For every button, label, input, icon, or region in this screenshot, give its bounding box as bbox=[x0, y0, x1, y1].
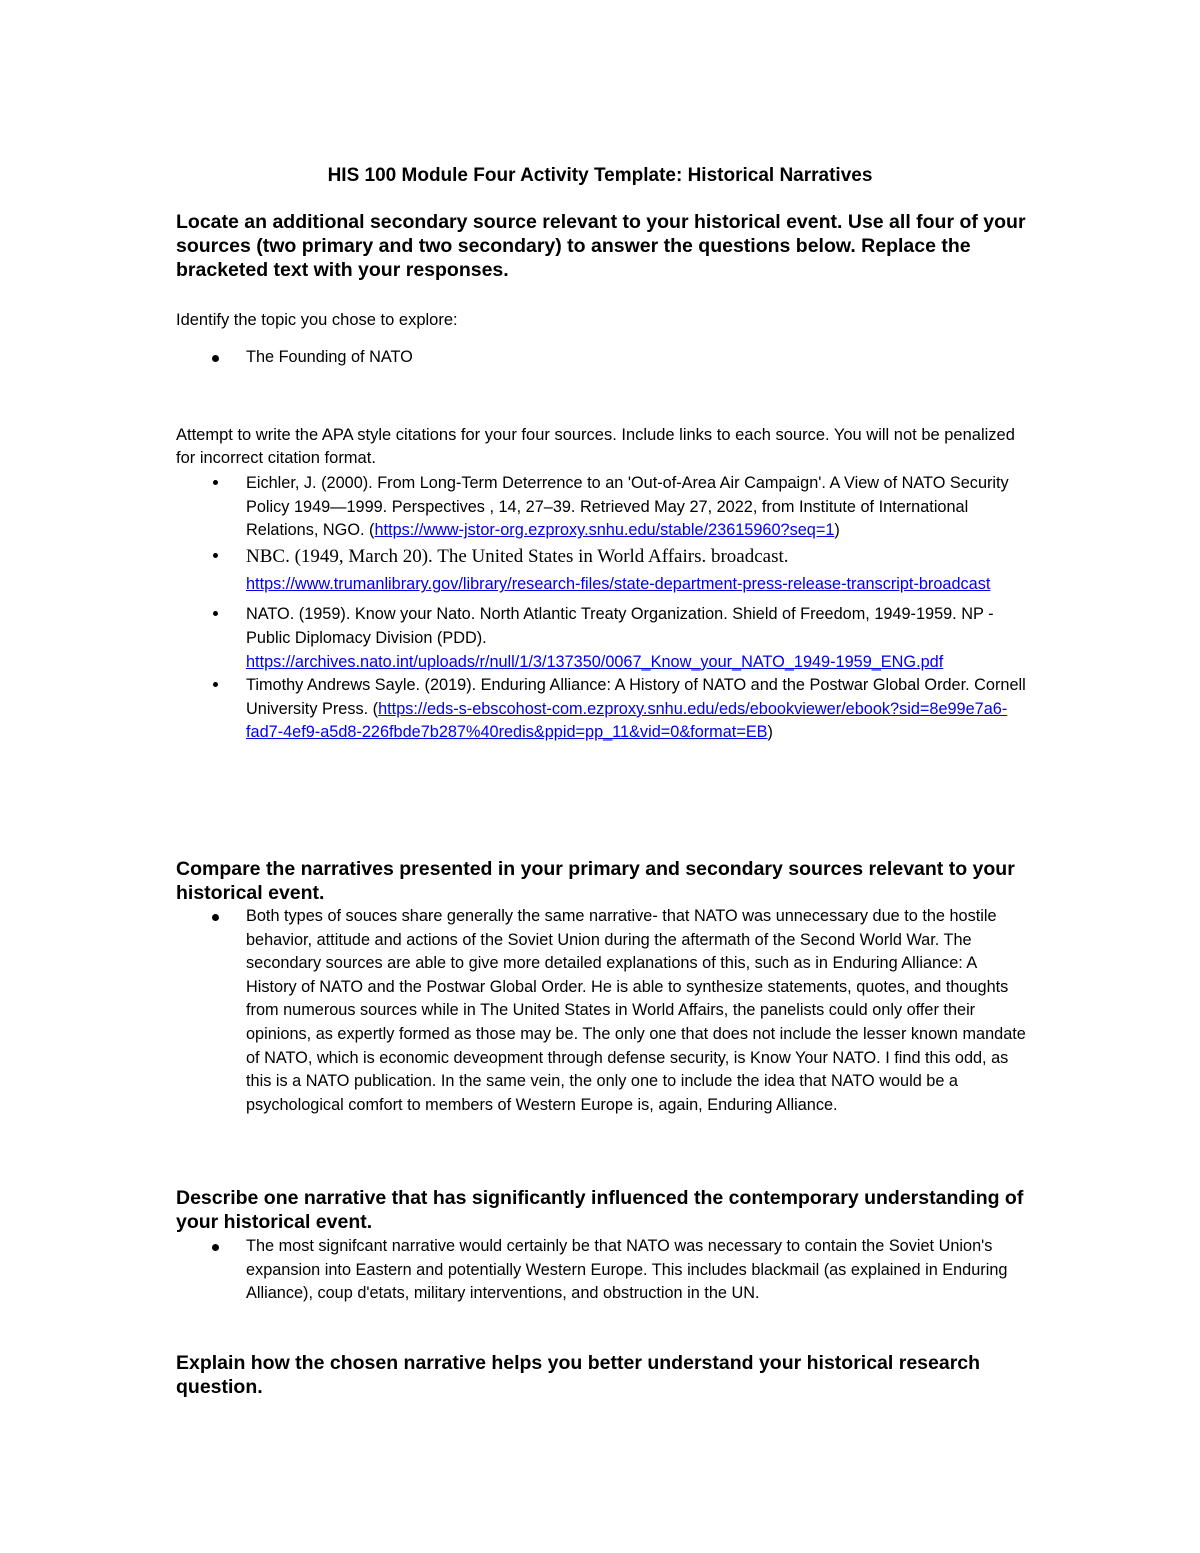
citations-prompt: Attempt to write the APA style citations for your four sources. Include links to each source. You will not be penalized for incorrect citation format. bbox=[176, 426, 1015, 467]
list-item bbox=[176, 905, 1026, 1117]
explain-heading: Explain how the chosen narrative helps you better understand your historical research question. bbox=[176, 1352, 981, 1398]
compare-heading: Compare the narratives presented in your primary and secondary sources relevant to your historical event. bbox=[176, 858, 1015, 904]
citations-list bbox=[176, 472, 1026, 745]
describe-list bbox=[176, 1235, 1026, 1306]
describe-heading: Describe one narrative that has significantly influenced the contemporary understanding of your historical event. bbox=[176, 1187, 1024, 1233]
citation-item-4 bbox=[176, 674, 1026, 745]
topic-answer: The Founding of NATO bbox=[246, 348, 413, 366]
citation-item-2 bbox=[176, 545, 1026, 600]
list-item bbox=[176, 346, 1026, 370]
citation-text: NBC. (1949, March 20). The United States in World Affairs. broadcast. bbox=[246, 545, 789, 567]
topic-prompt: Identify the topic you chose to explore: bbox=[176, 311, 458, 329]
citation-text: Timothy Andrews Sayle. (2019). Enduring Alliance: A History of NATO and the Postwar Global Order. Cornell University Press. ( bbox=[246, 676, 1026, 718]
bullet-icon bbox=[212, 914, 219, 921]
bullet-icon bbox=[213, 611, 218, 616]
citation-suffix: ) bbox=[834, 521, 840, 540]
citation-text: Eichler, J. (2000). From Long-Term Deterrence to an 'Out-of-Area Air Campaign'. A View of NATO Security Policy 1949—1999. Perspectives , 14, 27–39. Retrieved May 27, 2022, from Institute of International Relations, NGO. ( bbox=[246, 474, 1009, 540]
citation-text: NATO. (1959). Know your Nato. North Atlantic Treaty Organization. Shield of Freedom, 1949-1959. NP - Public Diplomacy Division (PDD). bbox=[246, 605, 994, 647]
citation-suffix: ) bbox=[767, 723, 773, 742]
compare-list bbox=[176, 905, 1026, 1117]
bullet-icon bbox=[212, 1244, 219, 1251]
citation-link[interactable]: https://archives.nato.int/uploads/r/null/1/3/137350/0067_Know_your_NATO_1949-1959_ENG.pdf bbox=[246, 652, 944, 671]
citation-link[interactable]: https://eds-s-ebscohost-com.ezproxy.snhu.edu/eds/ebookviewer/ebook?sid=8e99e7a6-fad7-4ef9-a5d8-226fbde7b287%40redis&ppid=pp_11&vid=0&format=EB bbox=[246, 699, 1008, 742]
document-title: HIS 100 Module Four Activity Template: Historical Narratives bbox=[327, 165, 873, 186]
bullet-icon bbox=[213, 682, 218, 687]
bullet-icon bbox=[213, 480, 218, 485]
bullet-icon bbox=[212, 355, 219, 362]
citation-item-3 bbox=[176, 603, 1026, 674]
instructions-heading: Locate an additional secondary source relevant to your historical event. Use all four of your sources (two primary and two secondary) to answer the questions below. Replace the bracketed text with your responses. bbox=[176, 211, 1026, 281]
list-item bbox=[176, 1235, 1026, 1306]
compare-answer: Both types of souces share generally the same narrative- that NATO was unnecessary due to the hostile behavior, attitude and actions of the Soviet Union during the aftermath of the Second World War. The secondary sources are able to give more detailed explanations of this, such as in Enduring Alliance: A History of NATO and the Postwar Global Order. He is able to synthesize statements, quotes, and thoughts from numerous sources while in The United States in World Affairs, the panelists could only offer their opinions, as expertly formed as those may be. The only one that does not include the lesser known mandate of NATO, which is economic deveopment through defense security, is Know Your NATO. I find this odd, as this is a NATO publication. In the same vein, the only one to include the idea that NATO would be a psychological comfort to members of Western Europe is, again, Enduring Alliance. bbox=[246, 907, 1026, 1114]
topic-list bbox=[176, 346, 1026, 370]
citation-link[interactable]: https://www-jstor-org.ezproxy.snhu.edu/stable/23615960?seq=1 bbox=[374, 521, 835, 540]
bullet-icon bbox=[213, 553, 218, 558]
describe-answer: The most signifcant narrative would certainly be that NATO was necessary to contain the Soviet Union's expansion into Eastern and potentially Western Europe. This includes blackmail (as explained in Enduring Alliance), coup d'etats, military interventions, and obstruction in the UN. bbox=[246, 1237, 1008, 1303]
citation-item-1 bbox=[176, 472, 1026, 543]
citation-link[interactable]: https://www.trumanlibrary.gov/library/research-files/state-department-press-release-transcript-broadcast bbox=[246, 575, 991, 594]
